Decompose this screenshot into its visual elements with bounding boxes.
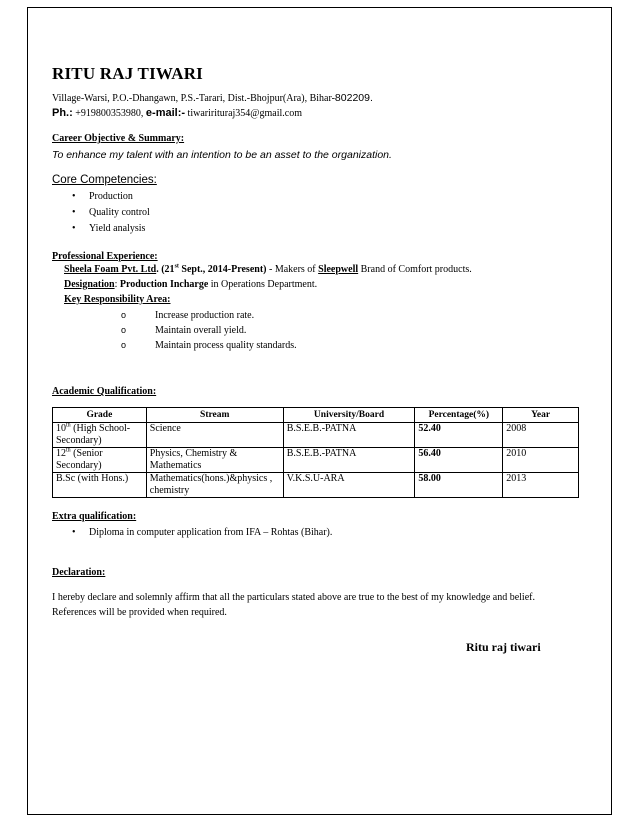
academic-heading: Academic Qualification:	[52, 386, 157, 397]
percentage-cell: 58.00	[415, 473, 503, 498]
makers-suffix: Brand of Comfort products.	[358, 264, 472, 275]
stream-cell: Physics, Chemistry & Mathematics	[146, 448, 283, 473]
stream-cell: Science	[146, 423, 283, 448]
percentage-cell: 52.40	[415, 423, 503, 448]
candidate-name: RITU RAJ TIWARI	[52, 64, 203, 83]
circle-bullet-icon: o	[121, 310, 127, 320]
signature: Ritu raj tiwari	[466, 640, 541, 654]
grade-text: 10	[56, 423, 66, 434]
email-label: e-mail:-	[145, 107, 186, 119]
brand-name: Sleepwell	[318, 264, 359, 275]
table-row	[53, 423, 579, 448]
declaration-heading: Declaration:	[52, 567, 106, 578]
kra-heading: Key Responsibility Area:	[64, 294, 171, 305]
designation-value: Production Incharge	[119, 279, 209, 290]
grade-ordinal: th	[66, 447, 71, 454]
list-item	[64, 308, 564, 323]
board-cell: B.S.E.B.-PATNA	[283, 423, 415, 448]
bullet-icon: •	[72, 207, 76, 218]
phone-label: Ph.:	[52, 107, 73, 119]
extra-qualification-label: Diploma in computer application from IFA – Rohtas (Bihar).	[89, 527, 333, 538]
column-header: Grade	[53, 408, 147, 423]
list-item	[64, 338, 564, 353]
contact-line	[52, 107, 564, 119]
career-objective-text: To enhance my talent with an intention to be an asset to the organization.	[52, 149, 392, 161]
grade-text: B.Sc (with Hons.)	[56, 473, 129, 484]
list-item	[64, 323, 564, 338]
experience-block	[64, 262, 564, 353]
company-line	[64, 262, 564, 277]
list-item	[52, 205, 564, 221]
designation-label: Designation	[64, 279, 115, 290]
list-item	[52, 221, 564, 237]
core-competencies-heading: Core Competencies:	[52, 174, 157, 186]
address-line	[52, 92, 564, 104]
table-header-row	[53, 408, 579, 423]
designation-separator: :	[114, 279, 120, 290]
grade-cell	[53, 448, 147, 473]
stream-cell: Mathematics(hons.)&physics , chemistry	[146, 473, 283, 498]
table-row	[53, 448, 579, 473]
bullet-icon: •	[72, 191, 76, 202]
grade-cell	[53, 473, 147, 498]
column-header: Stream	[146, 408, 283, 423]
year-cell: 2013	[503, 473, 579, 498]
company-name: Sheela Foam Pvt. Ltd	[64, 264, 157, 275]
date-ordinal: st	[174, 263, 179, 270]
column-header: Year	[503, 408, 579, 423]
designation-line	[64, 277, 564, 292]
declaration-text: I hereby declare and solemnly affirm that all the particulars stated above are true to the best of my knowledge and belief. References will be provided when required.	[52, 592, 535, 618]
date-prefix: . (21	[156, 264, 175, 275]
kra-label: Maintain overall yield.	[155, 325, 247, 336]
extra-qualification-list	[52, 525, 564, 541]
kra-list	[64, 308, 564, 353]
grade-cell	[53, 423, 147, 448]
grade-suffix: (Senior Secondary)	[56, 448, 103, 471]
kra-label: Maintain process quality standards.	[155, 340, 297, 351]
date-range: Sept., 2014-Present)	[178, 264, 267, 275]
grade-text: 12	[56, 448, 66, 459]
makers-prefix: - Makers of	[266, 264, 319, 275]
board-cell: V.K.S.U-ARA	[283, 473, 415, 498]
board-cell: B.S.E.B.-PATNA	[283, 448, 415, 473]
grade-ordinal: th	[66, 422, 71, 429]
circle-bullet-icon: o	[121, 325, 127, 335]
address-pin: 802209.	[334, 92, 373, 104]
experience-heading: Professional Experience:	[52, 251, 158, 262]
phone-number: +919800353980,	[72, 108, 146, 119]
year-cell: 2008	[503, 423, 579, 448]
list-item	[52, 189, 564, 205]
column-header: Percentage(%)	[415, 408, 503, 423]
competency-label: Production	[89, 191, 133, 202]
table-row	[53, 473, 579, 498]
percentage-cell: 56.40	[415, 448, 503, 473]
academic-table	[52, 407, 579, 498]
column-header: University/Board	[283, 408, 415, 423]
department-text: in Operations Department.	[208, 279, 318, 290]
competency-label: Yield analysis	[89, 223, 146, 234]
email-address: tiwaririturaj354@gmail.com	[185, 108, 303, 119]
career-heading: Career Objective & Summary:	[52, 133, 185, 144]
grade-suffix: (High School-Secondary)	[56, 423, 131, 446]
extra-qualification-heading: Extra qualification:	[52, 511, 137, 522]
address-text: Village-Warsi, P.O.-Dhangawn, P.S.-Tarari, Dist.-Bhojpur(Ara), Bihar-	[52, 93, 335, 104]
circle-bullet-icon: o	[121, 340, 127, 350]
bullet-icon: •	[72, 527, 76, 538]
core-competencies-list	[52, 189, 564, 237]
competency-label: Quality control	[89, 207, 150, 218]
bullet-icon: •	[72, 223, 76, 234]
kra-label: Increase production rate.	[155, 310, 255, 321]
list-item	[52, 525, 564, 541]
year-cell: 2010	[503, 448, 579, 473]
resume-content	[52, 64, 564, 620]
